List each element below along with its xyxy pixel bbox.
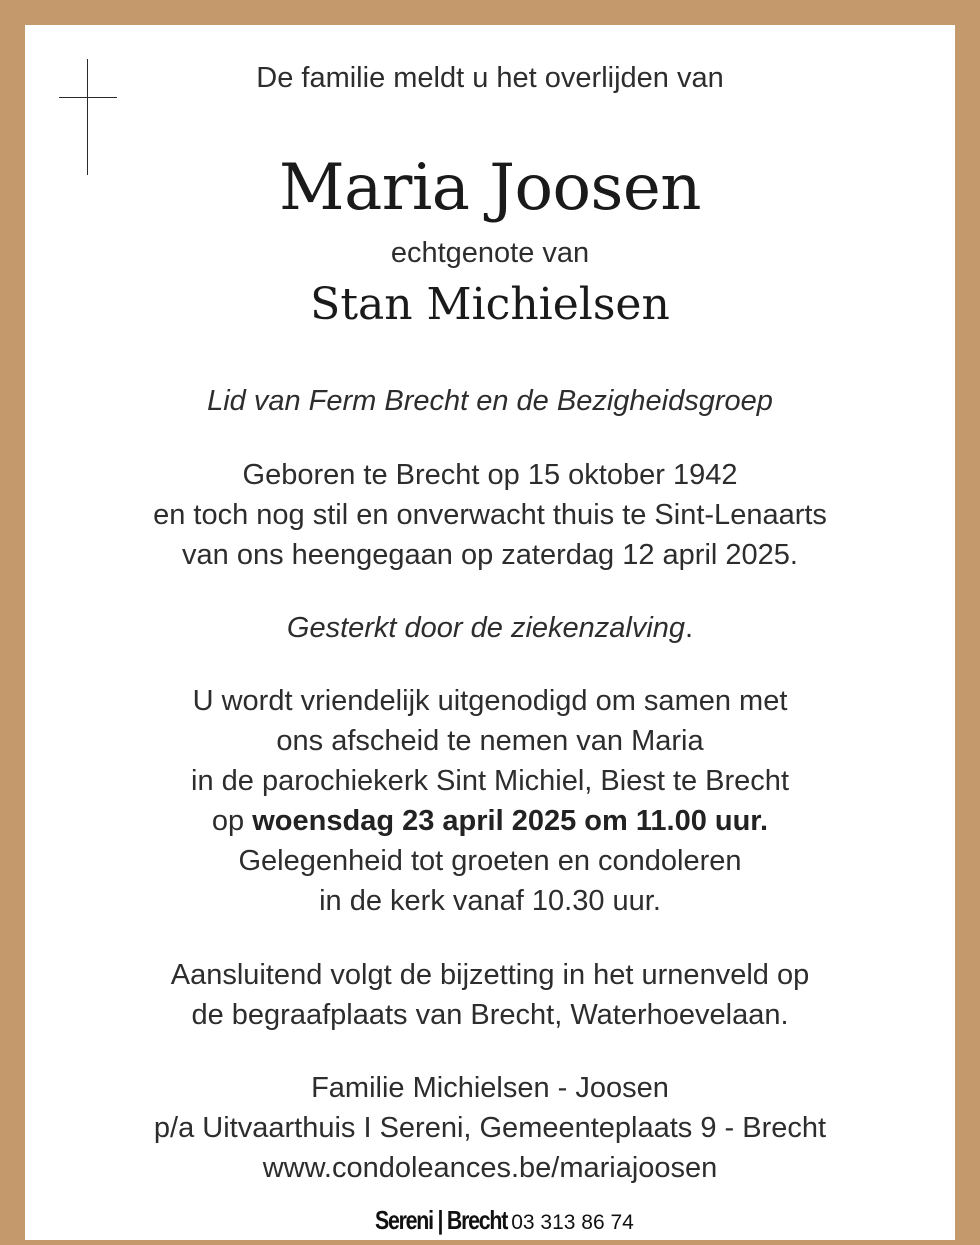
invitation-line-4 <box>0 801 980 841</box>
invitation-line-6: in de kerk vanaf 10.30 uur. <box>319 885 661 917</box>
life-line-3: van ons heengegaan op zaterdag 12 april 2025. <box>182 539 798 571</box>
contact-website[interactable]: www.condoleances.be/mariajoosen <box>262 1152 718 1184</box>
invitation-line-2: ons afscheid te nemen van Maria <box>276 725 704 757</box>
life-line-1: Geboren te Brecht op 15 oktober 1942 <box>242 459 738 491</box>
invitation-line-5: Gelegenheid tot groeten en condoleren <box>238 845 742 877</box>
invitation-line-3: in de parochiekerk Sint Michiel, Biest te Brecht <box>191 765 789 797</box>
invitation-date-prefix: op <box>211 805 253 837</box>
intro-text: De familie meldt u het overlijden van <box>256 62 724 94</box>
contact-family: Familie Michielsen - Joosen <box>311 1072 669 1104</box>
relation-text: echtgenote van <box>390 237 590 269</box>
sacrament-end: . <box>685 612 694 644</box>
sereni-logo: Sereni | Brecht <box>375 1205 508 1235</box>
sacrament-text <box>0 608 980 648</box>
footer-bar <box>340 1200 640 1240</box>
sacrament-italic: Gesterkt door de ziekenzalving <box>286 612 686 644</box>
life-line-2: en toch nog stil en onverwacht thuis te Sint-Lenaarts <box>153 499 827 531</box>
footer-phone: 03 313 86 74 <box>511 1211 634 1234</box>
contact-address: p/a Uitvaarthuis I Sereni, Gemeenteplaats 9 - Brecht <box>153 1112 827 1144</box>
spouse-name: Stan Michielsen <box>310 279 670 330</box>
burial-line-1: Aansluitend volgt de bijzetting in het urnenveld op <box>170 959 810 991</box>
invitation-line-1: U wordt vriendelijk uitgenodigd om samen met <box>192 685 788 717</box>
burial-line-2: de begraafplaats van Brecht, Waterhoevelaan. <box>191 999 789 1031</box>
ceremony-datetime: woensdag 23 april 2025 om 11.00 uur. <box>252 805 769 837</box>
membership-text: Lid van Ferm Brecht en de Bezigheidsgroep <box>207 385 773 417</box>
deceased-name: Maria Joosen <box>279 151 701 225</box>
